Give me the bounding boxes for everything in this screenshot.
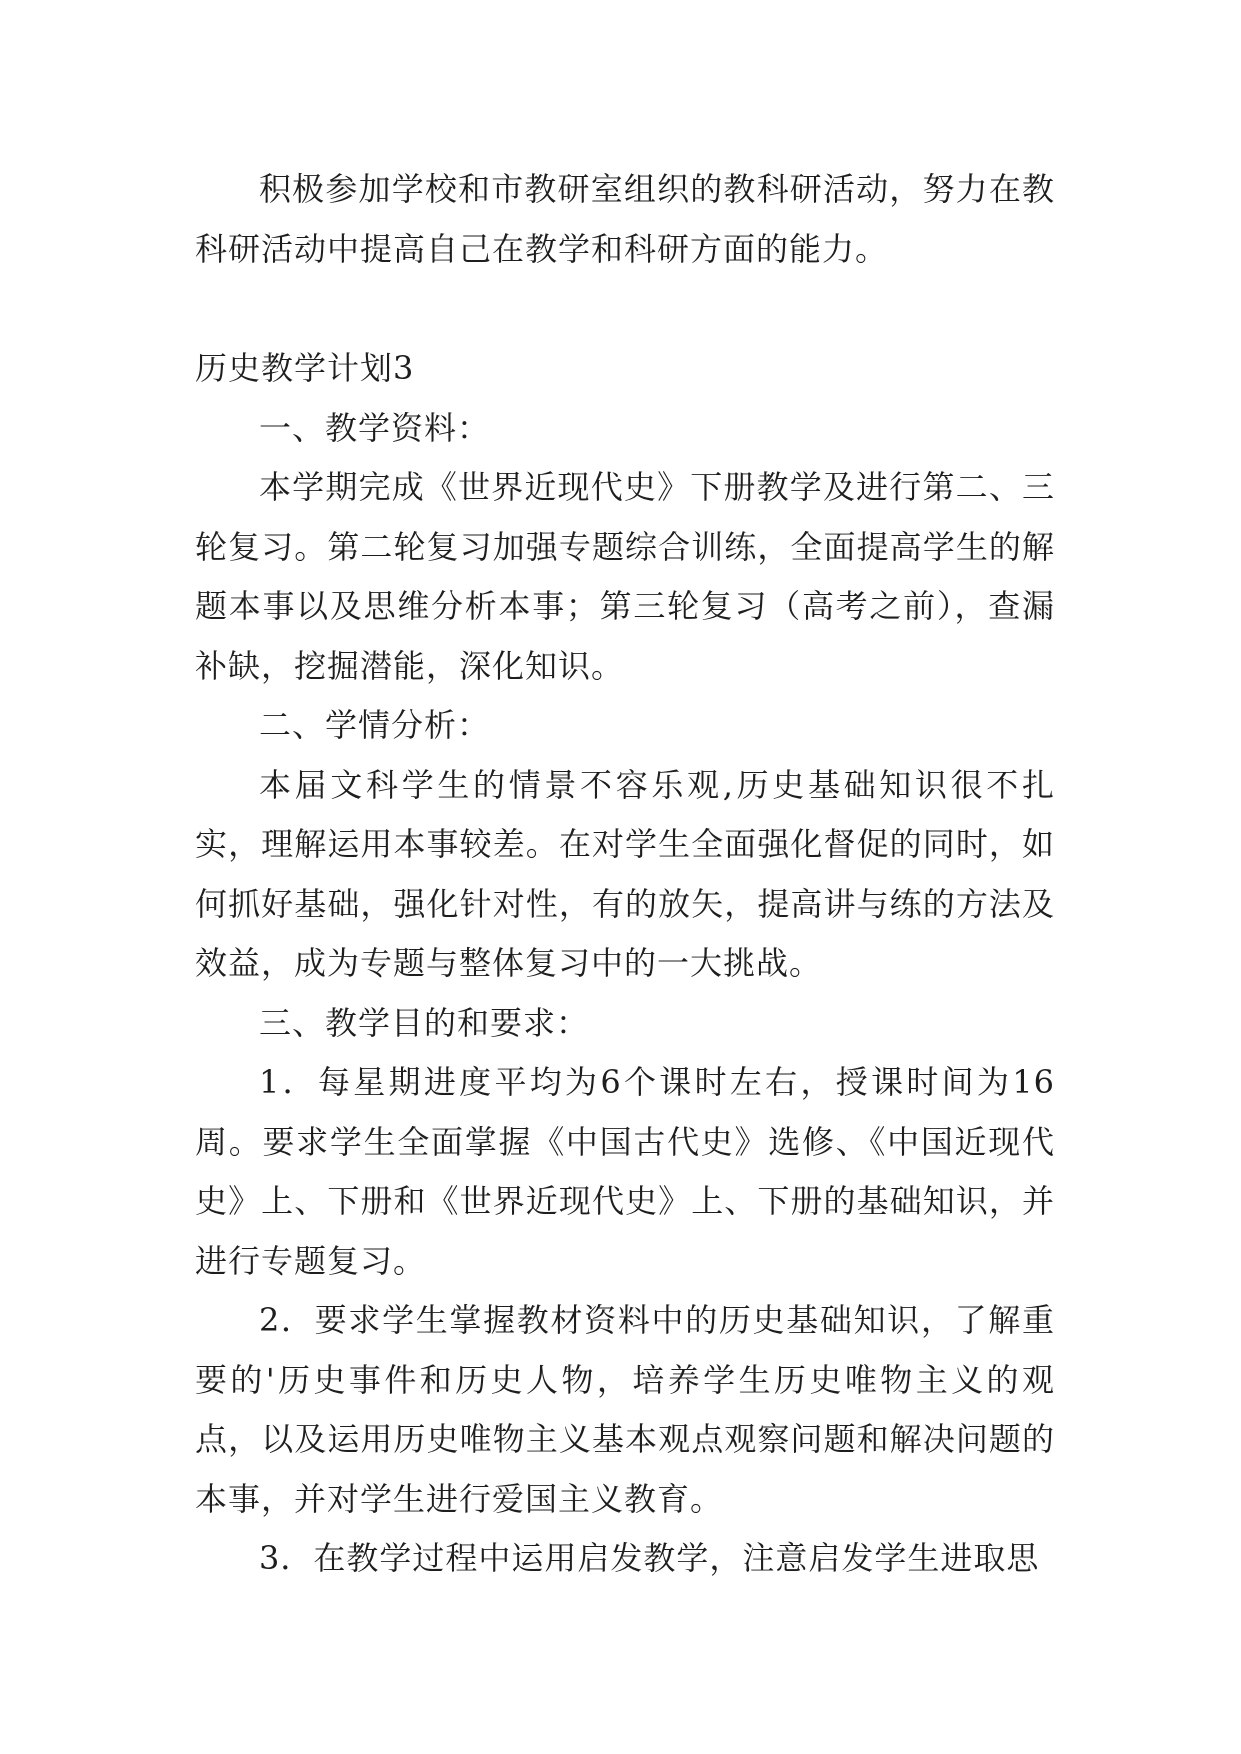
section-title: 历史教学计划3 [195, 349, 415, 387]
paragraph-goal-3: 3．在教学过程中运用启发教学，注意启发学生进取思 [259, 1539, 1040, 1577]
section-heading-materials: 一、教学资料： [259, 408, 491, 447]
document-page [195, 160, 1055, 1589]
paragraph-goal-1: 1．每星期进度平均为6个课时左右，授课时间为16周。要求学生全面掌握《中国古代史》选修、《中国近现代史》上、下册和《世界近现代史》上、下册的基础知识，并进行专题复习。 [195, 1063, 1055, 1280]
intro-paragraph: 积极参加学校和市教研室组织的教科研活动，努力在教科研活动中提高自己在教学和科研方面的能力。 [195, 170, 1055, 268]
paragraph-analysis: 本届文科学生的情景不容乐观,历史基础知识很不扎实，理解运用本事较差。在对学生全面强化督促的同时，如何抓好基础，强化针对性，有的放矢，提高讲与练的方法及效益，成为专题与整体复习中的一大挑战。 [195, 765, 1055, 982]
section-heading-goals: 三、教学目的和要求： [259, 1003, 590, 1042]
paragraph-goal-2: 2．要求学生掌握教材资料中的历史基础知识，了解重要的'历史事件和历史人物，培养学生历史唯物主义的观点，以及运用历史唯物主义基本观点观察问题和解决问题的本事，并对学生进行爱国主义教育。 [195, 1301, 1055, 1518]
paragraph-materials: 本学期完成《世界近现代史》下册教学及进行第二、三轮复习。第二轮复习加强专题综合训练，全面提高学生的解题本事以及思维分析本事；第三轮复习（高考之前），查漏补缺，挖掘潜能，深化知识。 [195, 468, 1055, 685]
section-heading-analysis: 二、学情分析： [259, 706, 491, 744]
